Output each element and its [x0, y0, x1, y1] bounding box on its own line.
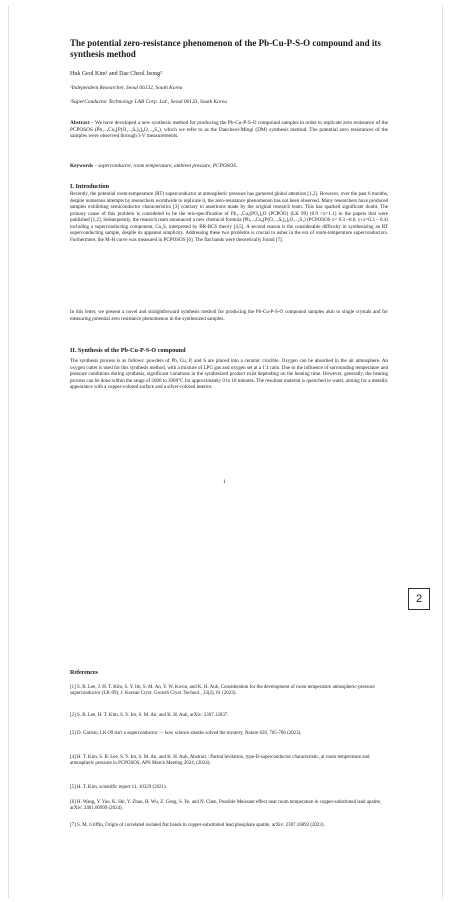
- reference-item: [6] H. Wang, Y. Yao, K. Shi, Y. Zhao, H. Wu, Z. Geng, S. Ye, and N. Chen, Possible Meissner effect near room temperature in copper-substituted lead apatite, arXiv: 2401.00999 (2024).: [70, 800, 382, 812]
- keywords-label: Keywords: [70, 163, 93, 169]
- page-badge: 2: [408, 588, 430, 610]
- keywords-text: – superconductor, room temperature, ambient pressure, PCPOSOS.: [92, 163, 238, 169]
- abstract-text: – We have developed a new synthesis method for producing the Pb-Cu-P-S-O compound samples in order to replicate zero resistance of the PCPOSOS (Pb₁₋ₓCuₓ[P(O₁₋ᵧSᵧ)₄]₆O₁₋₂S₂), which we refer to as the Daecheol-Mingi (DM) synthesis method. The potential zero resistances of the samples were observed through I-V measurements.: [70, 120, 388, 140]
- page-number: 1: [223, 479, 226, 485]
- reference-item: [7] S. M. Griffin, Origin of correlated isolated flat bands in copper-substituted lead phosphate apatite, arXiv: 2307.16892 (2023).: [70, 823, 325, 828]
- paper-title: The potential zero-resistance phenomenon of the Pb-Cu-P-S-O compound and its synthesis method: [70, 38, 381, 59]
- paragraph-intro-2: In this letter, we present a novel and straightforward synthesis method for producing the Pb-Cu-P-S-O compound samples akin to single crystals and for measuring potential zero resistance phenomenon in the synthesized samples.: [70, 309, 388, 322]
- paragraph-synthesis-1: The synthesis process is as follows: powders of Pb, Cu, P, and S are placed into a ceramic crucible. Oxygen can be absorbed in the air atmosphere. An oxygen cutter is used for this synthesis method, with a mixture of LPG gas and oxygen set at a 1:1 ratio. Due to the influence of surrounding temperature and pressure conditions during synthesis, significant variations in the synthesized product exist depending on the heating time. However, generally, the heating process can be done within the range of 2000 to 3000°C for approximately 0 to 10 minutes. The resultant material is quenched in water, aiming for a metallic appearance with a copper-colored surface and a silver-colored interior.: [70, 358, 388, 391]
- section-title-synthesis: II. Synthesis of the Pb-Cu-P-S-O compound: [70, 347, 186, 354]
- keywords: [70, 163, 388, 169]
- reference-item: [5] H. T. Kim, scientific report 11, 10329 (2021).: [70, 785, 167, 790]
- abstract: [70, 120, 388, 140]
- references-title: References: [70, 670, 98, 676]
- reference-item: [3] D. Garisto, LK-99 isn't a superconductor — how science sleuths solved the mystery, Nature 620, 705-706 (2023).: [70, 731, 302, 736]
- reference-item: [1] S. B. Lee, J. H. T. Kim, S. Y. Im, S. M. An, Y. W. Kwon, and K. H. Auh, Consideration for the development of room temperature atmospheric-pressure superconductor (LK-99), J. Korean Cryst. Growth Cryst. Technol., 33(2), 61 (2023).: [70, 685, 375, 697]
- affiliation-2: ²SuperConductor Technology LAB Corp. Ltd., Seoul 06133, South Korea: [70, 99, 227, 105]
- paragraph-intro-1: Recently, the potential room-temperature (RT) superconductor at atmospheric pressure has garnered global attention [1,2]. However, over the past 6 months, despite numerous attempts by researchers worldwide to replicate it, the zero-resistance phenomenon has not been observed. Many researchers have produced samples exhibiting semiconductor characteristics [3] contrary to assertions made by the original research team. This has sparked significant doubt. The primary cause of this problem is considered to be the mis-specification of Pb₁₋ₓCuₓ(PO₄)₆O (PCPOO) (LK 99) (0.9 <x<1.1) in the papers that were published [1,2]. Subsequently, the research team announced a new chemical formula (Pb₁₋ₓCuₓ[P(O₁₋ᵧSᵧ)₄]₆O₁₋₂S₂) (PCPOSOS x= 0.3 ~0.6, y+z=0.3 ~ 0.4) including a superconducting component, Cu₂S, interpreted by BR-BCS theory [4,5]. A second reason is the considerable difficulty in synthesizing an RT superconducting sample, despite its apparent simplicity. Addressing these two problems is crucial to usher in the era of room-temperature superconductors. Furthermore, the M-H curve was measured in PCPOSOS [6]. The flat bands were theoretically found [7].: [70, 191, 388, 243]
- reference-item: [4] H. T. Kim, S. B. Lee, S. Y. Im, S. M. An, and K. H. Auh, Abstract : Partial levitation, type-II-superconductor characteristic, at room temperature and atmospheric pressure in PCPOSOS, APS March Meeting 2024, (2024).: [70, 755, 370, 767]
- section-title-introduction: I. Introduction: [70, 183, 110, 190]
- reference-item: [2] S. B. Lee, H. T. Kim, S. Y. Im, S. M. An, and K. H. Auh, arXiv: 2307.12037.: [70, 713, 229, 718]
- affiliation-1: ¹Independent Researcher, Seoul 06132, South Korea: [70, 85, 183, 91]
- authors: Huk Geol Kim¹ and Dae Cheol Jeong²: [70, 71, 162, 77]
- abstract-label: Abstract: [70, 120, 90, 126]
